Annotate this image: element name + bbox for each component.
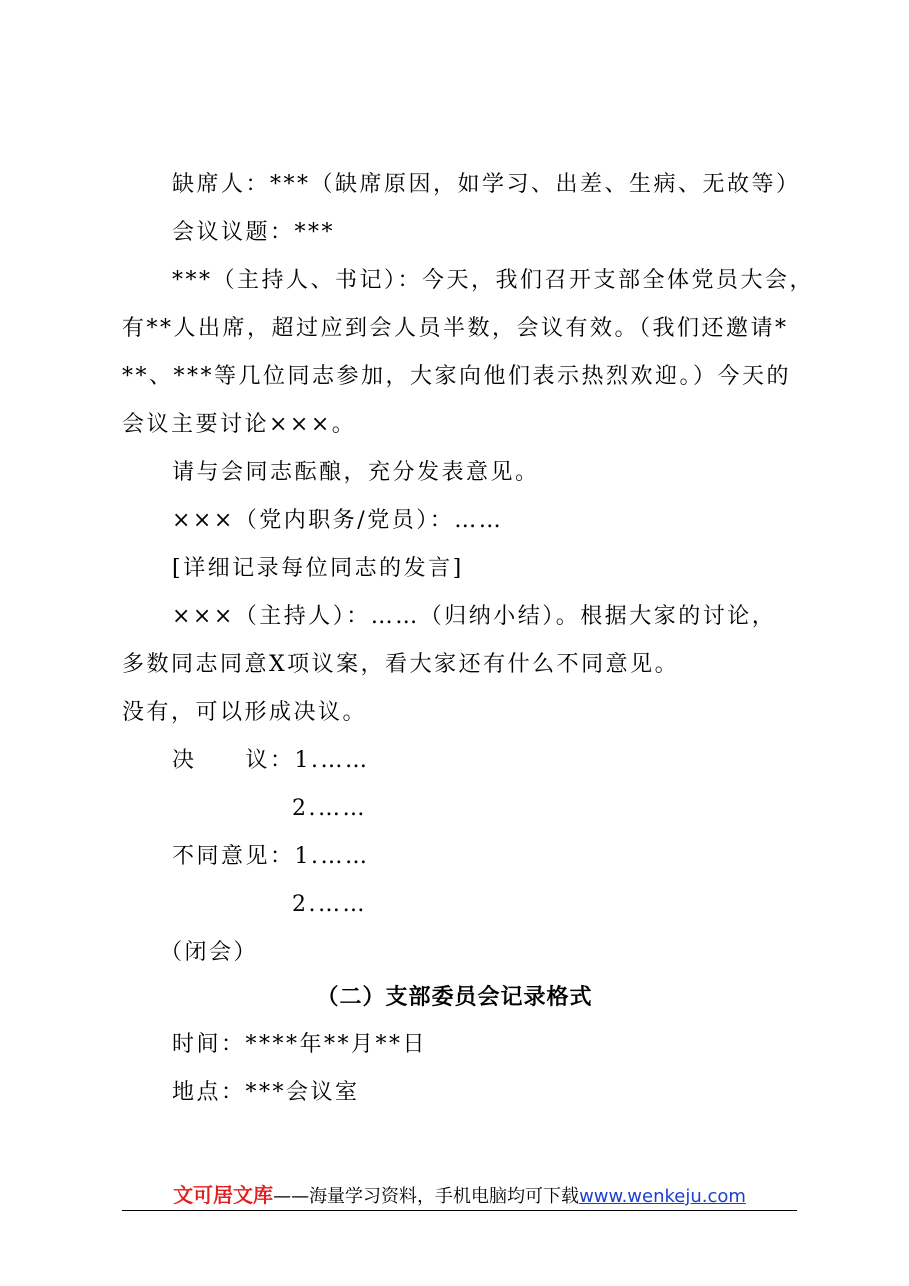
majority-agree-line: 多数同志同意X项议案，看大家还有什么不同意见。 bbox=[122, 652, 680, 677]
attendance-line: 有**人出席，超过应到会人员半数，会议有效。（我们还邀请* bbox=[122, 316, 789, 341]
host-opening-line: ***（主持人、书记）：今天，我们召开支部全体党员大会， bbox=[172, 268, 815, 293]
meeting-closed-line: （闭会） bbox=[160, 940, 259, 965]
dissent-item-2: 2.…… bbox=[292, 892, 367, 917]
invited-guests-line: **、***等几位同志参加，大家向他们表示热烈欢迎。）今天的 bbox=[122, 364, 792, 389]
resolution-item-1: 决 议：1.…… bbox=[172, 748, 370, 773]
location-line: 地点：***会议室 bbox=[172, 1080, 360, 1105]
footer-brand: 文可居文库 bbox=[173, 1183, 274, 1207]
invite-opinions-line: 请与会同志酝酿，充分发表意见。 bbox=[172, 460, 540, 485]
section-heading: （二）支部委员会记录格式 bbox=[316, 985, 593, 1010]
footer-tagline: ——海量学习资料，手机电脑均可下载 bbox=[273, 1186, 580, 1207]
footer-link[interactable]: www.wenkeju.com bbox=[579, 1186, 746, 1207]
discussion-topic-line: 会议主要讨论×××。 bbox=[122, 412, 357, 437]
record-note-line: [详细记录每位同志的发言] bbox=[172, 556, 464, 581]
dissent-item-1: 不同意见：1.…… bbox=[172, 844, 370, 869]
time-line: 时间：****年**月**日 bbox=[172, 1032, 428, 1057]
footer-banner bbox=[122, 1180, 797, 1210]
speaker-line: ×××（党内职务/党员）：…… bbox=[172, 508, 504, 533]
meeting-topic-line: 会议议题：*** bbox=[172, 220, 336, 245]
footer-divider bbox=[122, 1210, 797, 1211]
absentee-line: 缺席人：***（缺席原因，如学习、出差、生病、无故等） bbox=[172, 172, 801, 197]
summary-line: ×××（主持人）：……（归纳小结）。根据大家的讨论， bbox=[172, 604, 777, 629]
resolution-item-2: 2.…… bbox=[292, 796, 367, 821]
resolution-formed-line: 没有，可以形成决议。 bbox=[122, 700, 368, 725]
